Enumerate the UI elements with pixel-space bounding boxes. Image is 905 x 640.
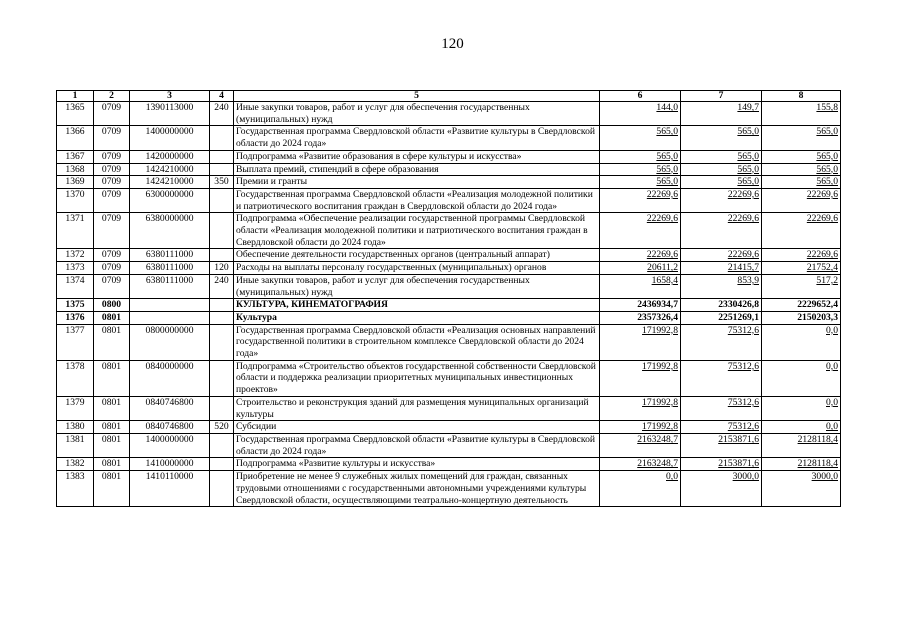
row-number: 1377	[57, 324, 94, 360]
row-number: 1366	[57, 126, 94, 150]
expense-type-code	[210, 150, 234, 163]
table-row	[57, 102, 841, 126]
target-code: 6380111000	[130, 262, 210, 275]
section-code: 0709	[94, 213, 130, 249]
amount-col-8: 565,0	[762, 163, 841, 176]
section-code: 0801	[94, 396, 130, 420]
expense-type-code	[210, 396, 234, 420]
header-col-3: 3	[130, 91, 210, 102]
row-number: 1374	[57, 274, 94, 298]
section-code: 0709	[94, 188, 130, 212]
amount-col-8: 2229652,4	[762, 299, 841, 312]
table-body	[57, 102, 841, 507]
expense-type-code	[210, 471, 234, 507]
expense-type-code	[210, 360, 234, 396]
amount-col-8: 565,0	[762, 150, 841, 163]
section-code: 0801	[94, 360, 130, 396]
header-col-4: 4	[210, 91, 234, 102]
header-col-6: 6	[600, 91, 681, 102]
table-row	[57, 299, 841, 312]
amount-col-6: 0,0	[600, 471, 681, 507]
amount-col-8: 517,2	[762, 274, 841, 298]
amount-col-8: 0,0	[762, 360, 841, 396]
amount-col-7: 149,7	[681, 102, 762, 126]
section-code: 0709	[94, 102, 130, 126]
budget-table	[56, 90, 841, 507]
item-name: Подпрограмма «Развитие культуры и искусства»	[234, 458, 600, 471]
row-number: 1371	[57, 213, 94, 249]
target-code: 1424210000	[130, 163, 210, 176]
item-name: КУЛЬТУРА, КИНЕМАТОГРАФИЯ	[234, 299, 600, 312]
row-number: 1382	[57, 458, 94, 471]
amount-col-8: 22269,6	[762, 188, 841, 212]
section-code: 0800	[94, 299, 130, 312]
amount-col-6: 2436934,7	[600, 299, 681, 312]
amount-col-8: 565,0	[762, 176, 841, 189]
header-col-8: 8	[762, 91, 841, 102]
amount-col-7: 75312,6	[681, 421, 762, 434]
item-name: Подпрограмма «Развитие образования в сфере культуры и искусства»	[234, 150, 600, 163]
target-code: 1410110000	[130, 471, 210, 507]
target-code: 1400000000	[130, 126, 210, 150]
amount-col-7: 21415,7	[681, 262, 762, 275]
row-number: 1378	[57, 360, 94, 396]
item-name: Премии и гранты	[234, 176, 600, 189]
amount-col-6: 171992,8	[600, 396, 681, 420]
header-col-5: 5	[234, 91, 600, 102]
row-number: 1365	[57, 102, 94, 126]
row-number: 1367	[57, 150, 94, 163]
amount-col-6: 565,0	[600, 176, 681, 189]
amount-col-7: 2153871,6	[681, 433, 762, 457]
table-row	[57, 471, 841, 507]
amount-col-6: 565,0	[600, 150, 681, 163]
expense-type-code	[210, 324, 234, 360]
table-row	[57, 421, 841, 434]
item-name: Расходы на выплаты персоналу государственных (муниципальных) органов	[234, 262, 600, 275]
amount-col-7: 75312,6	[681, 324, 762, 360]
expense-type-code: 350	[210, 176, 234, 189]
section-code: 0801	[94, 471, 130, 507]
table-row	[57, 274, 841, 298]
target-code	[130, 299, 210, 312]
target-code: 6380000000	[130, 213, 210, 249]
amount-col-6: 565,0	[600, 163, 681, 176]
table-row	[57, 324, 841, 360]
amount-col-6: 22269,6	[600, 249, 681, 262]
item-name: Государственная программа Свердловской области «Реализация молодежной политики и патриотического воспитания граждан в Свердловской области до 2024 года»	[234, 188, 600, 212]
expense-type-code	[210, 188, 234, 212]
target-code: 0840000000	[130, 360, 210, 396]
amount-col-6: 22269,6	[600, 213, 681, 249]
item-name: Подпрограмма «Обеспечение реализации государственной программы Свердловской области «Реализация молодежной политики и патриотического воспитания граждан в Свердловской области до 2024 года»	[234, 213, 600, 249]
amount-col-6: 171992,8	[600, 360, 681, 396]
expense-type-code: 120	[210, 262, 234, 275]
amount-col-6: 2163248,7	[600, 458, 681, 471]
header-col-1: 1	[57, 91, 94, 102]
item-name: Культура	[234, 311, 600, 324]
expense-type-code	[210, 433, 234, 457]
item-name: Субсидии	[234, 421, 600, 434]
item-name: Выплата премий, стипендий в сфере образования	[234, 163, 600, 176]
row-number: 1383	[57, 471, 94, 507]
expense-type-code: 240	[210, 102, 234, 126]
section-code: 0709	[94, 163, 130, 176]
section-code: 0709	[94, 262, 130, 275]
amount-col-7: 75312,6	[681, 396, 762, 420]
table-row	[57, 213, 841, 249]
item-name: Подпрограмма «Строительство объектов государственной собственности Свердловской области и поддержка реализации приоритетных муниципальных инвестиционных проектов»	[234, 360, 600, 396]
row-number: 1370	[57, 188, 94, 212]
row-number: 1373	[57, 262, 94, 275]
expense-type-code	[210, 249, 234, 262]
amount-col-6: 171992,8	[600, 324, 681, 360]
expense-type-code: 240	[210, 274, 234, 298]
amount-col-8: 3000,0	[762, 471, 841, 507]
table-row	[57, 360, 841, 396]
amount-col-7: 22269,6	[681, 249, 762, 262]
expense-type-code	[210, 163, 234, 176]
amount-col-8: 22269,6	[762, 249, 841, 262]
amount-col-8: 2150203,3	[762, 311, 841, 324]
row-number: 1375	[57, 299, 94, 312]
amount-col-6: 565,0	[600, 126, 681, 150]
target-code: 1400000000	[130, 433, 210, 457]
amount-col-6: 2163248,7	[600, 433, 681, 457]
amount-col-7: 565,0	[681, 126, 762, 150]
amount-col-6: 1658,4	[600, 274, 681, 298]
amount-col-6: 171992,8	[600, 421, 681, 434]
amount-col-7: 22269,6	[681, 188, 762, 212]
amount-col-7: 2330426,8	[681, 299, 762, 312]
item-name: Строительство и реконструкция зданий для размещения муниципальных организаций культуры	[234, 396, 600, 420]
item-name: Иные закупки товаров, работ и услуг для обеспечения государственных (муниципальных) нужд	[234, 102, 600, 126]
row-number: 1372	[57, 249, 94, 262]
target-code: 6380111000	[130, 249, 210, 262]
item-name: Приобретение не менее 9 служебных жилых помещений для граждан, связанных трудовыми отношениями с государственными автономными учреждениями культуры Свердловской области, осуществляющими театрально-концертную деятельность	[234, 471, 600, 507]
target-code	[130, 311, 210, 324]
amount-col-7: 75312,6	[681, 360, 762, 396]
table-row	[57, 249, 841, 262]
table-row	[57, 433, 841, 457]
amount-col-8: 155,8	[762, 102, 841, 126]
target-code: 1410000000	[130, 458, 210, 471]
item-name: Государственная программа Свердловской области «Реализация основных направлений государственной политики в строительном комплексе Свердловской области до 2024 года»	[234, 324, 600, 360]
amount-col-7: 2153871,6	[681, 458, 762, 471]
header-col-2: 2	[94, 91, 130, 102]
amount-col-7: 2251269,1	[681, 311, 762, 324]
expense-type-code	[210, 311, 234, 324]
amount-col-8: 0,0	[762, 421, 841, 434]
item-name: Государственная программа Свердловской области «Развитие культуры в Свердловской области до 2024 года»	[234, 433, 600, 457]
section-code: 0709	[94, 126, 130, 150]
amount-col-8: 0,0	[762, 396, 841, 420]
amount-col-6: 144,0	[600, 102, 681, 126]
section-code: 0801	[94, 324, 130, 360]
row-number: 1379	[57, 396, 94, 420]
expense-type-code	[210, 213, 234, 249]
table-row	[57, 396, 841, 420]
amount-col-8: 0,0	[762, 324, 841, 360]
table-row	[57, 163, 841, 176]
row-number: 1368	[57, 163, 94, 176]
header-row	[57, 91, 841, 102]
section-code: 0709	[94, 150, 130, 163]
target-code: 1424210000	[130, 176, 210, 189]
amount-col-7: 565,0	[681, 163, 762, 176]
target-code: 1390113000	[130, 102, 210, 126]
table-row	[57, 458, 841, 471]
amount-col-6: 22269,6	[600, 188, 681, 212]
table-row	[57, 150, 841, 163]
amount-col-7: 3000,0	[681, 471, 762, 507]
table-row	[57, 126, 841, 150]
amount-col-6: 20611,2	[600, 262, 681, 275]
amount-col-7: 853,9	[681, 274, 762, 298]
row-number: 1376	[57, 311, 94, 324]
section-code: 0709	[94, 176, 130, 189]
section-code: 0801	[94, 311, 130, 324]
target-code: 0840746800	[130, 421, 210, 434]
amount-col-6: 2357326,4	[600, 311, 681, 324]
section-code: 0801	[94, 433, 130, 457]
item-name: Иные закупки товаров, работ и услуг для обеспечения государственных (муниципальных) нужд	[234, 274, 600, 298]
table-row	[57, 176, 841, 189]
row-number: 1369	[57, 176, 94, 189]
expense-type-code	[210, 458, 234, 471]
section-code: 0709	[94, 249, 130, 262]
row-number: 1380	[57, 421, 94, 434]
section-code: 0801	[94, 421, 130, 434]
target-code: 6300000000	[130, 188, 210, 212]
header-col-7: 7	[681, 91, 762, 102]
amount-col-7: 22269,6	[681, 213, 762, 249]
item-name: Обеспечение деятельности государственных органов (центральный аппарат)	[234, 249, 600, 262]
page-number: 120	[441, 36, 464, 52]
table-row	[57, 188, 841, 212]
amount-col-8: 2128118,4	[762, 458, 841, 471]
amount-col-7: 565,0	[681, 176, 762, 189]
expense-type-code	[210, 299, 234, 312]
amount-col-7: 565,0	[681, 150, 762, 163]
section-code: 0709	[94, 274, 130, 298]
row-number: 1381	[57, 433, 94, 457]
target-code: 1420000000	[130, 150, 210, 163]
target-code: 0840746800	[130, 396, 210, 420]
amount-col-8: 565,0	[762, 126, 841, 150]
table-row	[57, 311, 841, 324]
item-name: Государственная программа Свердловской области «Развитие культуры в Свердловской области до 2024 года»	[234, 126, 600, 150]
expense-type-code	[210, 126, 234, 150]
section-code: 0801	[94, 458, 130, 471]
amount-col-8: 2128118,4	[762, 433, 841, 457]
amount-col-8: 22269,6	[762, 213, 841, 249]
expense-type-code: 520	[210, 421, 234, 434]
amount-col-8: 21752,4	[762, 262, 841, 275]
target-code: 0800000000	[130, 324, 210, 360]
table-row	[57, 262, 841, 275]
target-code: 6380111000	[130, 274, 210, 298]
